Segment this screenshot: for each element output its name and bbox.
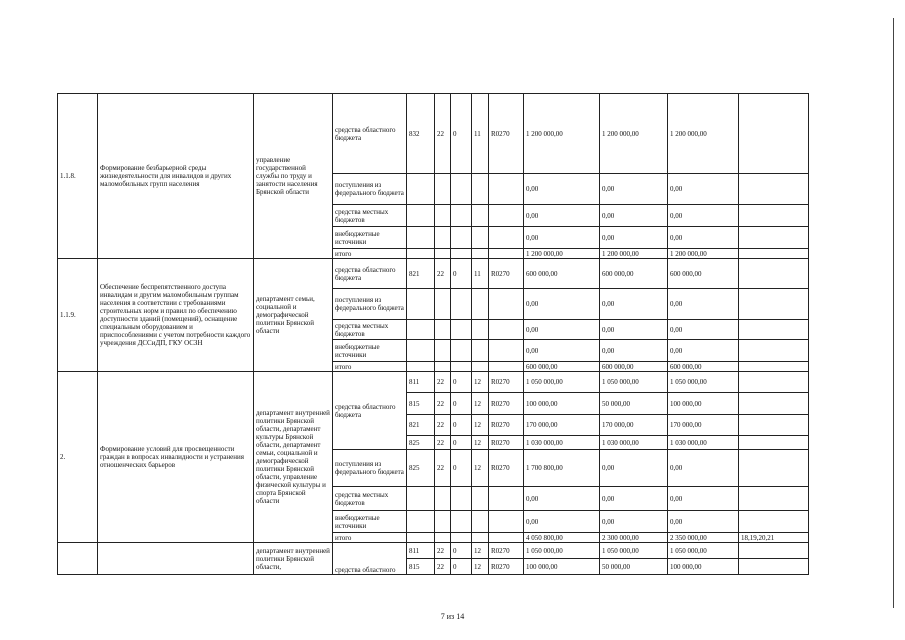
row-number: 2. <box>58 372 98 543</box>
amount-year3: 0,00 <box>668 289 739 320</box>
amount-year2: 50 000,00 <box>600 559 668 575</box>
section-code: 22 <box>435 372 451 393</box>
amount-year2: 1 050 000,00 <box>600 543 668 559</box>
amount-year1: 170 000,00 <box>524 415 600 436</box>
executor: департамент внутренней политики Брянской области, <box>254 543 333 575</box>
funding-source: поступления из федерального бюджета <box>333 450 407 487</box>
amount-year1: 0,00 <box>524 174 600 205</box>
funding-source: средства областного <box>333 543 407 575</box>
amount-year3: 1 200 000,00 <box>668 94 739 174</box>
amount-year3: 0,00 <box>668 227 739 249</box>
indicators-cell <box>739 94 809 174</box>
subsection-code: 0 <box>451 436 472 450</box>
subsection-code: 0 <box>451 415 472 436</box>
funding-source: поступления из федерального бюджета <box>333 289 407 320</box>
amount-year1: 0,00 <box>524 289 600 320</box>
amount-year2: 0,00 <box>600 289 668 320</box>
amount-year2: 50 000,00 <box>600 393 668 415</box>
grbs-code: 821 <box>407 415 435 436</box>
grbs-code: 821 <box>407 259 435 289</box>
subsection-code: 0 <box>451 393 472 415</box>
funding-source: внебюджетные источники <box>333 511 407 533</box>
amount-year3: 0,00 <box>668 320 739 340</box>
amount-year3: 0,00 <box>668 450 739 487</box>
expense-code: R0270 <box>489 372 524 393</box>
amount-year2: 0,00 <box>600 450 668 487</box>
amount-year2: 0,00 <box>600 487 668 511</box>
expense-code: R0270 <box>489 559 524 575</box>
subsection-code: 0 <box>451 372 472 393</box>
page-number: 7 из 14 <box>440 612 465 621</box>
amount-year3: 1 030 000,00 <box>668 436 739 450</box>
expense-code: R0270 <box>489 415 524 436</box>
funding-source: внебюджетные источники <box>333 227 407 249</box>
funding-source: средства областного бюджета <box>333 94 407 174</box>
expense-code: R0270 <box>489 543 524 559</box>
row-number: 1.1.8. <box>58 94 98 259</box>
amount-year2: 0,00 <box>600 340 668 362</box>
amount-year2: 0,00 <box>600 511 668 533</box>
subsection-code: 0 <box>451 543 472 559</box>
table-row <box>58 543 809 559</box>
amount-year2: 1 030 000,00 <box>600 436 668 450</box>
table-row <box>58 259 809 289</box>
funding-source: итого <box>333 249 407 259</box>
amount-year3: 0,00 <box>668 340 739 362</box>
amount-year3: 2 350 000,00 <box>668 533 739 543</box>
amount-year1: 0,00 <box>524 227 600 249</box>
section-code: 22 <box>435 94 451 174</box>
amount-year3: 1 050 000,00 <box>668 543 739 559</box>
table-row <box>58 94 809 174</box>
grbs-code: 811 <box>407 543 435 559</box>
target-code: 12 <box>472 450 489 487</box>
amount-year3: 0,00 <box>668 174 739 205</box>
amount-year3: 100 000,00 <box>668 393 739 415</box>
amount-year3: 1 050 000,00 <box>668 372 739 393</box>
measure-name: Формирование условий для просвещенности граждан в вопросах инвалидности и устранения отношенческих барьеров <box>98 372 254 543</box>
executor: управление государственной службы по труду и занятости населения Брянской области <box>254 94 333 259</box>
scan-edge-line <box>893 18 894 608</box>
subsection-code: 0 <box>451 94 472 174</box>
amount-year1: 600 000,00 <box>524 259 600 289</box>
target-code: 12 <box>472 372 489 393</box>
grbs-code: 825 <box>407 450 435 487</box>
amount-year2: 2 300 000,00 <box>600 533 668 543</box>
funding-source: итого <box>333 362 407 372</box>
section-code: 22 <box>435 543 451 559</box>
executor: департамент семьи, социальной и демографической политики Брянской области <box>254 259 333 372</box>
amount-year3: 600 000,00 <box>668 259 739 289</box>
section-code: 22 <box>435 259 451 289</box>
amount-year1: 1 030 000,00 <box>524 436 600 450</box>
funding-source: средства местных бюджетов <box>333 205 407 227</box>
amount-year2: 170 000,00 <box>600 415 668 436</box>
section-code: 22 <box>435 436 451 450</box>
expense-code: R0270 <box>489 259 524 289</box>
amount-year1: 100 000,00 <box>524 559 600 575</box>
amount-year2: 600 000,00 <box>600 362 668 372</box>
section-code: 22 <box>435 415 451 436</box>
amount-year1: 0,00 <box>524 487 600 511</box>
amount-year1: 1 200 000,00 <box>524 249 600 259</box>
indicator-numbers: 18,19,20,21 <box>739 533 809 543</box>
amount-year1: 1 050 000,00 <box>524 543 600 559</box>
amount-year1: 600 000,00 <box>524 362 600 372</box>
target-code: 12 <box>472 415 489 436</box>
amount-year3: 600 000,00 <box>668 362 739 372</box>
funding-source: средства местных бюджетов <box>333 487 407 511</box>
amount-year2: 1 200 000,00 <box>600 94 668 174</box>
amount-year1: 1 200 000,00 <box>524 94 600 174</box>
target-code: 12 <box>472 543 489 559</box>
table-row <box>58 372 809 393</box>
grbs-code: 815 <box>407 393 435 415</box>
amount-year2: 0,00 <box>600 205 668 227</box>
expense-code: R0270 <box>489 393 524 415</box>
grbs-code: 832 <box>407 94 435 174</box>
amount-year2: 0,00 <box>600 227 668 249</box>
amount-year1: 0,00 <box>524 320 600 340</box>
funding-source: итого <box>333 533 407 543</box>
grbs-code: 815 <box>407 559 435 575</box>
amount-year3: 1 200 000,00 <box>668 249 739 259</box>
amount-year2: 1 200 000,00 <box>600 249 668 259</box>
target-code: 12 <box>472 436 489 450</box>
section-code: 22 <box>435 450 451 487</box>
budget-table <box>57 93 809 575</box>
amount-year2: 0,00 <box>600 320 668 340</box>
amount-year1: 1 050 000,00 <box>524 372 600 393</box>
amount-year1: 4 050 800,00 <box>524 533 600 543</box>
expense-code: R0270 <box>489 436 524 450</box>
amount-year3: 0,00 <box>668 511 739 533</box>
subsection-code: 0 <box>451 450 472 487</box>
amount-year1: 0,00 <box>524 205 600 227</box>
funding-source: поступления из федерального бюджета <box>333 174 407 205</box>
subsection-code: 0 <box>451 259 472 289</box>
section-code: 22 <box>435 559 451 575</box>
amount-year3: 170 000,00 <box>668 415 739 436</box>
target-code: 12 <box>472 393 489 415</box>
row-number: 1.1.9. <box>58 259 98 372</box>
measure-name: Формирование безбарьерной среды жизнедеятельности для инвалидов и других маломобильных групп населения <box>98 94 254 259</box>
amount-year1: 1 700 800,00 <box>524 450 600 487</box>
executor: департамент внутренней политики Брянской области, департамент культуры Брянской области, департамент семьи, социальной и демографической политики Брянской области, управление физической культуры и спорта Брянской области <box>254 372 333 543</box>
subsection-code: 0 <box>451 559 472 575</box>
funding-source: средства областного бюджета <box>333 372 407 450</box>
target-code: 12 <box>472 559 489 575</box>
target-code: 11 <box>472 94 489 174</box>
amount-year3: 0,00 <box>668 205 739 227</box>
grbs-code: 825 <box>407 436 435 450</box>
expense-code: R0270 <box>489 450 524 487</box>
target-code: 11 <box>472 259 489 289</box>
measure-name: Обеспечение беспрепятственного доступа инвалидам и другим маломобильным группам населения в соответствии с требованиями строительных норм и правил по обеспечению доступности зданий (помещений), оснащение специальным оборудованием и приспособлениями с учетом потребности каждого учреждения ДССиДП, ГКУ ОСЗН <box>98 259 254 372</box>
amount-year2: 600 000,00 <box>600 259 668 289</box>
section-code: 22 <box>435 393 451 415</box>
amount-year1: 0,00 <box>524 511 600 533</box>
funding-source: внебюджетные источники <box>333 340 407 362</box>
amount-year1: 0,00 <box>524 340 600 362</box>
grbs-code: 811 <box>407 372 435 393</box>
expense-code: R0270 <box>489 94 524 174</box>
amount-year3: 0,00 <box>668 487 739 511</box>
funding-source: средства областного бюджета <box>333 259 407 289</box>
amount-year2: 1 050 000,00 <box>600 372 668 393</box>
funding-source: средства местных бюджетов <box>333 320 407 340</box>
amount-year1: 100 000,00 <box>524 393 600 415</box>
amount-year2: 0,00 <box>600 174 668 205</box>
amount-year3: 100 000,00 <box>668 559 739 575</box>
